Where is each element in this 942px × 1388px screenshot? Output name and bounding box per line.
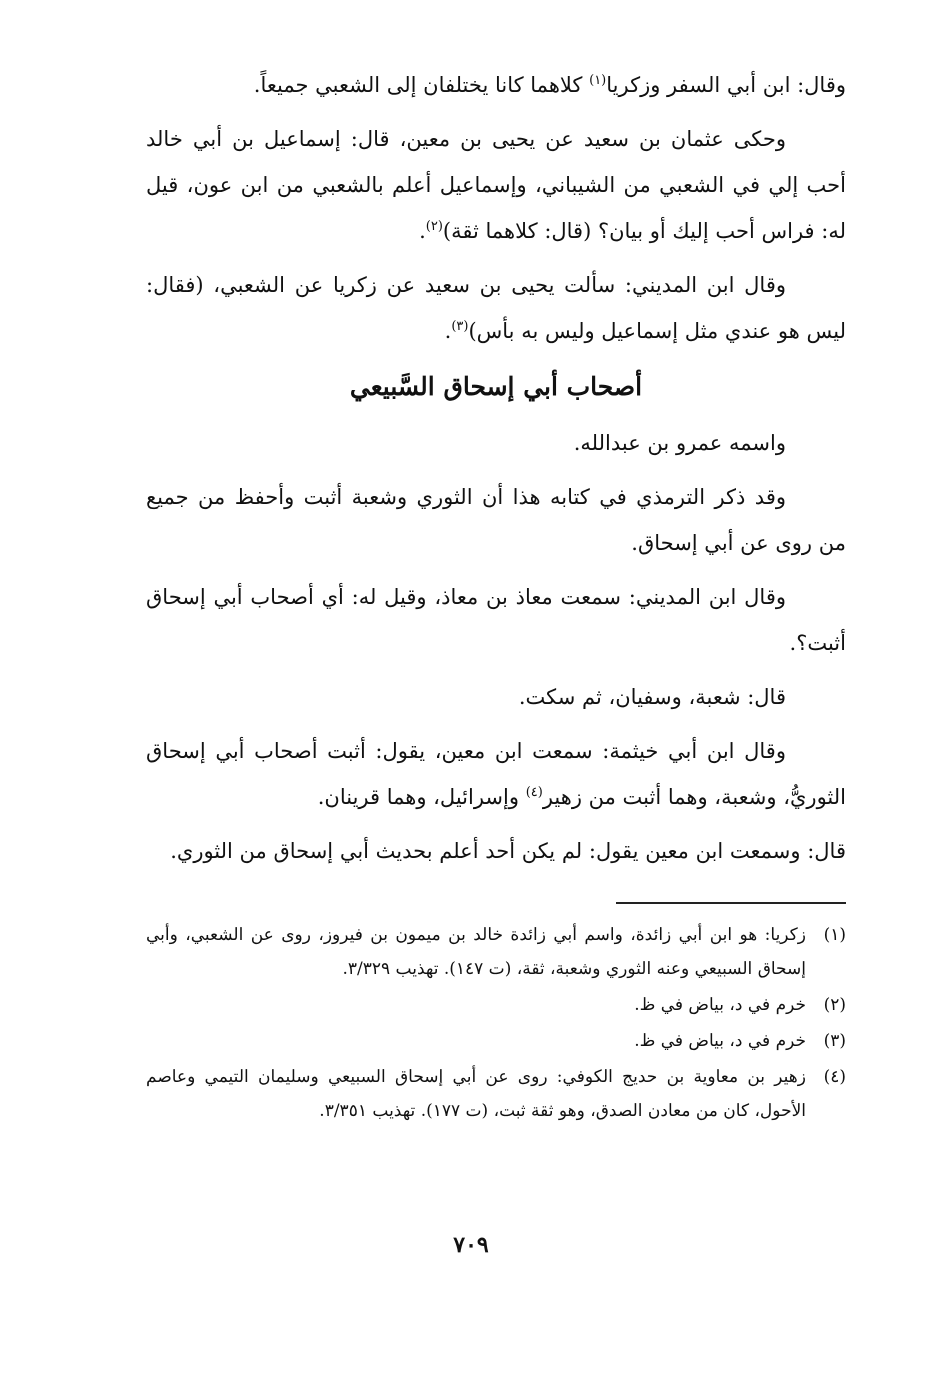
footnote-text: خرم في د، بياض في ظ.: [634, 995, 806, 1015]
section-heading: أصحاب أبي إسحاق السَّبيعي: [349, 372, 643, 401]
paragraph-text: .: [419, 219, 426, 243]
page-number: ٧٠٩: [453, 1232, 489, 1258]
footnote-text: خرم في د، بياض في ظ.: [634, 1031, 806, 1051]
footnote-ref-3[interactable]: (٣): [451, 319, 469, 334]
footnote-number: (١): [823, 925, 846, 945]
footnote-3: [146, 1024, 846, 1058]
paragraph-1: [146, 62, 846, 108]
paragraph-text: وقال ابن أبي خيثمة: سمعت ابن معين، يقول: أثبت أصحاب أبي إسحاق الثوريُّ، وشعبة، وهما أثبت من زهير: [146, 739, 846, 809]
paragraph-text: وحكى عثمان بن سعيد عن يحيى بن معين، قال: إسماعيل بن أبي خالد أحب إلي في الشعبي من الشيباني، وإسماعيل أعلم بالشعبي من ابن عون، قيل له: فراس أحب إليك أو بيان؟ (قال: كلاهما ثقة): [146, 127, 846, 243]
footnote-ref-4[interactable]: (٤): [525, 785, 543, 800]
paragraph-text: .: [444, 319, 452, 343]
footnote-number: (٢): [823, 995, 846, 1015]
footnote-ref-1[interactable]: (١): [589, 73, 607, 88]
paragraph-3: [146, 262, 846, 354]
paragraph-text: وقال: ابن أبي السفر وزكريا: [606, 73, 846, 97]
paragraph-text: كلاهما كانا يختلفان إلى الشعبي جميعاً.: [253, 73, 590, 97]
footnote-4: [146, 1060, 846, 1128]
footnote-divider: [616, 902, 846, 904]
paragraph-6: وقال ابن المديني: سمعت معاذ بن معاذ، وقيل له: أي أصحاب أبي إسحاق أثبت؟.: [146, 585, 846, 655]
paragraph-2: [146, 116, 846, 254]
paragraph-4: واسمه عمرو بن عبدالله.: [573, 431, 786, 455]
footnote-number: (٤): [823, 1067, 846, 1087]
footnote-number: (٣): [823, 1031, 846, 1051]
footnote-ref-2[interactable]: (٢): [425, 219, 443, 234]
paragraph-9: قال: وسمعت ابن معين يقول: لم يكن أحد أعلم بحديث أبي إسحاق من الثوري.: [170, 839, 846, 863]
footnotes: [146, 918, 846, 1130]
footnote-2: [146, 988, 846, 1022]
footnote-1: [146, 918, 846, 986]
paragraph-5: وقد ذكر الترمذي في كتابه هذا أن الثوري وشعبة أثبت وأحفظ من جميع من روى عن أبي إسحاق.: [146, 485, 846, 555]
footnote-text: زكريا: هو ابن أبي زائدة، واسم أبي زائدة خالد بن ميمون بن فيروز، روى عن الشعبي، وأبي إسحاق السبيعي وعنه الثوري وشعبة، ثقة، (ت ١٤٧). تهذيب ٣/٣٢٩.: [146, 925, 806, 979]
paragraph-7: قال: شعبة، وسفيان، ثم سكت.: [518, 685, 786, 709]
footnote-text: زهير بن معاوية بن حديج الكوفي: روى عن أبي إسحاق السبيعي وسليمان التيمي وعاصم الأحول، كان من معادن الصدق، وهو ثقة ثبت، (ت ١٧٧). تهذيب ٣/٣٥١.: [146, 1067, 806, 1121]
main-text: [146, 62, 846, 882]
paragraph-text: وقال ابن المديني: سألت يحيى بن سعيد عن زكريا عن الشعبي، (فقال: ليس هو عندي مثل إسماعيل وليس به بأس): [146, 273, 846, 343]
paragraph-text: وإسرائيل، وهما قرينان.: [317, 785, 526, 809]
paragraph-8: [146, 728, 846, 820]
